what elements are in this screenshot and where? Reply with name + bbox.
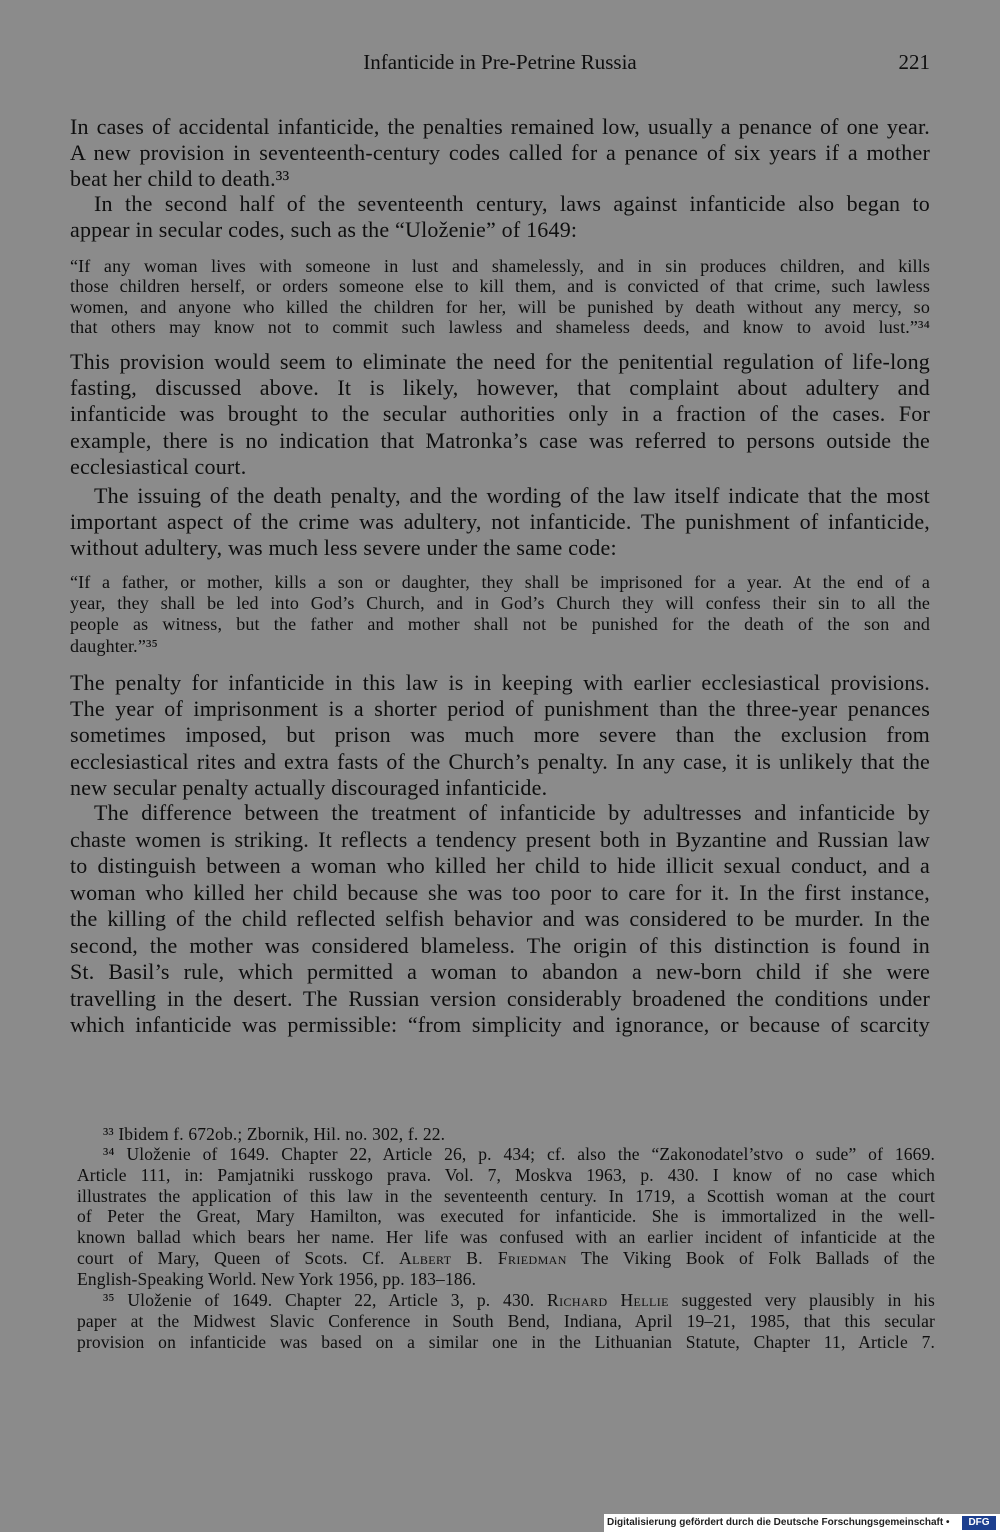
footnote-line	[77, 1248, 935, 1269]
footnote-line: English-Speaking World. New York 1956, pp. 183–186.	[77, 1268, 477, 1289]
quote-line: that others may know not to commit such lawless and shameless deeds, and know to avoid lust.”³⁴	[70, 317, 930, 338]
body-line: The year of imprisonment is a shorter period of punishment than the three-year penances	[70, 696, 930, 722]
body-line: the killing of the child reflected selfish behavior and was considered to be murder. In the	[70, 906, 930, 931]
footnote-line	[77, 1290, 935, 1311]
body-line: In cases of accidental infanticide, the penalties remained low, usually a penance of one year.	[70, 114, 930, 139]
body-line: second, the mother was considered blameless. The origin of this distinction is found in	[70, 932, 930, 958]
body-line: St. Basil’s rule, which permitted a woman to abandon a new-born child if she were	[70, 959, 930, 984]
block-quote	[70, 256, 930, 338]
body-line: travelling in the desert. The Russian version considerably broadened the conditions under	[70, 985, 930, 1011]
author-name: Albert B. Friedman	[399, 1247, 567, 1268]
body-line: new secular penalty actually discouraged infanticide.	[70, 774, 548, 800]
paragraph	[70, 191, 930, 243]
footnote-text: ³⁵ Uloženie of 1649. Chapter 22, Article 3, p. 430.	[103, 1290, 548, 1310]
paragraph	[70, 800, 930, 1039]
footnote-line: paper at the Midwest Slavic Conference in South Bend, Indiana, April 19–21, 1985, that this secular	[77, 1310, 935, 1331]
quote-line: “If any woman lives with someone in lust and shamelessly, and in sin produces children, and kills	[70, 256, 930, 276]
footnote-text: The Viking Book of Folk Ballads of the	[566, 1247, 935, 1268]
body-line: which infanticide was permissible: “from simplicity and ignorance, or because of scarcity	[70, 1012, 930, 1037]
body-line: example, there is no indication that Matronka’s case was referred to persons outside the	[70, 427, 930, 453]
body-line: without adultery, was much less severe under the same code:	[70, 535, 617, 561]
body-line: ecclesiastical court.	[70, 453, 247, 479]
body-line: The difference between the treatment of infanticide by adultresses and infanticide by	[94, 800, 930, 825]
body-line: woman who killed her child because she was too poor to care for it. In the first instance,	[70, 879, 930, 905]
footnote-line: Article 111, in: Pamjatniki russkogo prava. Vol. 7, Moskva 1963, p. 430. I know of no case which	[77, 1164, 935, 1185]
body-line: ecclesiastical rites and extra fasts of the Church’s penalty. In any case, it is unlikely that the	[70, 748, 930, 774]
quote-line: year, they shall be led into God’s Church, and in God’s Church they will confess their sin to all the	[70, 593, 930, 614]
body-line: infanticide was brought to the secular authorities only in a fraction of the cases. For	[70, 401, 930, 427]
footnote-text: court of Mary, Queen of Scots. Cf.	[77, 1247, 400, 1268]
footnote	[77, 1124, 935, 1145]
body-line: sometimes imposed, but prison was much more severe than the exclusion from	[70, 722, 930, 748]
footnote-line: of Peter the Great, Mary Hamilton, was executed for infanticide. She is immortalized in the well-	[77, 1206, 935, 1227]
footnote	[77, 1290, 935, 1352]
dfg-logo: DFG	[962, 1516, 996, 1530]
running-title: Infanticide in Pre-Petrine Russia	[363, 50, 637, 74]
paragraph	[70, 483, 930, 562]
body-line: The issuing of the death penalty, and the wording of the law itself indicate that the most	[94, 483, 930, 508]
paragraph	[70, 114, 930, 193]
body-line: A new provision in seventeenth-century codes called for a penance of six years if a mother	[70, 140, 930, 166]
footnote-text: suggested very plausibly in his	[668, 1290, 935, 1310]
block-quote	[70, 572, 930, 657]
body-line: fasting, discussed above. It is likely, however, that complaint about adultery and	[70, 375, 930, 401]
footnote-line: ³³ Ibidem f. 672ob.; Zbornik, Hil. no. 302, f. 22.	[103, 1124, 446, 1144]
author-name: Richard Hellie	[547, 1290, 669, 1310]
footnote-line: provision on infanticide was based on a similar one in the Lithuanian Statute, Chapter 11, Article 7.	[77, 1331, 935, 1352]
quote-line: those children herself, or orders someone else to kill them, and is convicted of that crime, such lawless	[70, 276, 930, 297]
quote-line: people as witness, but the father and mother shall not be punished for the death of the son and	[70, 614, 930, 635]
body-line: The penalty for infanticide in this law is in keeping with earlier ecclesiastical provisions.	[70, 670, 930, 695]
body-line: This provision would seem to eliminate the need for the penitential regulation of life-long	[70, 349, 930, 374]
body-line: to distinguish between a woman who killed her child to hide illicit sexual conduct, and a	[70, 853, 930, 878]
body-line: beat her child to death.³³	[70, 166, 290, 192]
footnote-line: illustrates the application of this law in the seventeenth century. In 1719, a Scottish woman at the court	[77, 1185, 935, 1206]
footnote	[77, 1144, 935, 1290]
quote-line: daughter.”³⁵	[70, 635, 158, 656]
body-line: important aspect of the crime was adultery, not infanticide. The punishment of infanticide,	[70, 509, 930, 535]
digitization-footer	[604, 1514, 1000, 1532]
paragraph	[70, 349, 930, 480]
paragraph	[70, 670, 930, 801]
page-number: 221	[898, 50, 930, 74]
body-line: chaste women is striking. It reflects a tendency present both in Byzantine and Russian law	[70, 826, 930, 852]
body-line: In the second half of the seventeenth century, laws against infanticide also began to	[94, 191, 930, 216]
footnote-line: known ballad which bears her name. Her life was confused with an earlier incident of infanticide at the	[77, 1227, 935, 1248]
quote-line: “If a father, or mother, kills a son or daughter, they shall be imprisoned for a year. At the end of a	[70, 572, 930, 592]
funding-note: Digitalisierung gefördert durch die Deutsche Forschungsgemeinschaft •	[607, 1517, 950, 1528]
body-line: appear in secular codes, such as the “Uloženie” of 1649:	[70, 217, 578, 243]
quote-line: women, and anyone who killed the children for her, will be punished by death without any mercy, so	[70, 296, 930, 317]
footnote-line: ³⁴ Uloženie of 1649. Chapter 22, Article 26, p. 434; cf. also the “Zakonodatel’stvo o sude” of 1669.	[103, 1144, 935, 1164]
